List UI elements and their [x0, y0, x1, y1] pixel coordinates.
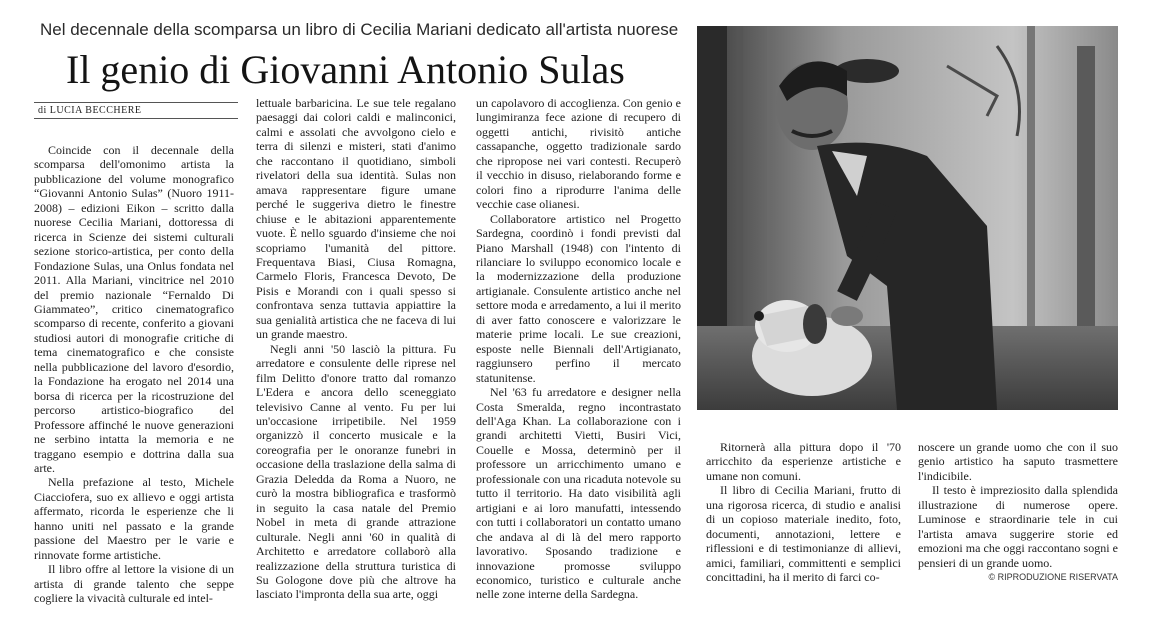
paragraph: Coincide con il decennale della scomparsa dell'omonimo artista la pubblicazione del volume monografico “Giovanni Antonio Sulas” (Nuoro 1911-2008) – edizioni Eikon – scritto dalla nuorese Cecilia Mariani, dottoressa di ricerca in Scienze dei sistemi culturali sezione storico-artistica, per conto della Fondazione Sulas, una Onlus fondata nel 2011. Alla Mariani, vincitrice nel 2010 del premio nazionale “Fernaldo Di Giammateo”, critico cinematografico scomparso di recente, conferito a giovani studiosi autori di monografie critiche di tema cinematografico e che consiste nella pubblicazione del lavoro d'esordio, la Fondazione ha erogato nel 2014 una borsa di ricerca per la ricostruzione del percorso artistico-biografico del Professore affinché le nuove generazioni ne serbino intatta la memoria e ne traggano esempio e dottrina dalla sua arte. — [34, 143, 234, 475]
article-byline: di LUCIA BECCHERE — [34, 102, 238, 119]
paragraph: Negli anni '50 lasciò la pittura. Fu arredatore e consulente delle riprese nel film Delitto d'onore tratto dal romanzo L'Edera e ancora dello sceneggiato televisivo Canne al vento. Fu per lui un'occasione irripetibile. Nel 1959 organizzò il concerto musicale e la coreografia per le onoranze funebri in occasione della traslazione della salma di Grazia Deledda da Roma a Nuoro, ne curò la mostra bibliografica e trasformò in seguito la casa natale del Premio Nobel in meta di grande attrazione culturale. Negli anni '60 in qualità di Architetto e arredatore collaborò alla realizzazione della struttura turistica di Su Gologone dove più che altrove ha lasciato l'impronta della sua arte, oggi — [256, 341, 456, 602]
paragraph: lettuale barbaricina. Le sue tele regalano paesaggi dai colori caldi e malinconici, calmi e assolati che avvolgono cielo e terra di silenzi e misteri, stati d'animo che raccontano il quotidiano, simboli rivelatori della sua identità. Sulas non amava rappresentare figure umane perché le suggeriva dietro le finestre chiuse e le abitazioni apparentemente vuote. È nello sguardo d'insieme che noi scopriamo l'umanità del pittore. Frequentava Biasi, Ciusa Romagna, Carmelo Floris, Francesca Devoto, De Pisis e Morandi con i quali spesso si confrontava senza tuttavia appiattire la sua genialità artistica che ne faceva di lui un grande maestro. — [256, 96, 456, 342]
text-column-3 — [476, 96, 681, 602]
paragraph: Ritornerà alla pittura dopo il '70 arricchito da esperienze artistiche e umane non comuni. — [706, 440, 901, 483]
paragraph: noscere un grande uomo che con il suo genio artistico ha saputo trasmettere l'indicibile. — [918, 440, 1118, 483]
article-headline: Il genio di Giovanni Antonio Sulas — [66, 47, 625, 92]
paragraph: Nel '63 fu arredatore e designer nella Costa Smeralda, regno incontrastato dell'Aga Khan. La collaborazione con i grandi architetti Vietti, Busiri Vici, Couelle e Mossa, determinò per il professore un arricchimento umano e professionale con una ricaduta notevole su tutto il territorio. Ha dato visibilità agli artigiani e ai loro manufatti, intessendo con tutti i collaboratori un contatto umano che andava al di là del mero rapporto lavorativo. Sposando tradizione e innovazione promosse sviluppo economico, turistico e culturale anche nelle zone interne della Sardegna. — [476, 385, 681, 602]
copyright-notice: © RIPRODUZIONE RISERVATA — [988, 572, 1118, 582]
paragraph: Il testo è impreziosito dalla splendida illustrazione di numerose opere. Luminose e straordinarie tele in cui l'artista amava suggerire storie ed emozioni ma che oggi raccontano sogni e pensieri di un grande uomo. — [918, 483, 1118, 570]
paragraph: un capolavoro di accoglienza. Con genio e lungimiranza fece azione di recupero di oggetti antichi, rivisitò antiche cassapanche, oggetto tradizionale sardo che ripropose nei vari contesti. Recuperò il vecchio in disuso, rielaborando forme e colori fino a riprodurre l'anima delle vecchie case olianesi. — [476, 96, 681, 212]
text-column-2 — [256, 96, 456, 602]
paragraph: Il libro di Cecilia Mariani, frutto di una rigorosa ricerca, di studio e analisi di un copioso materiale inedito, foto, documenti, annotazioni, lettere e riflessioni e di testimonianze di allievi, amici, familiari, committenti e semplici concittadini, ha il merito di farci co- — [706, 483, 901, 585]
paragraph: Collaboratore artistico nel Progetto Sardegna, coordinò i fondi previsti dal Piano Marshall (1948) con l'intento di rilanciare lo sviluppo economico locale e la modernizzazione della produzione artigianale. Consulente artistico anche nel settore moda e arredamento, a lui il merito di aver fatto conoscere e valorizzare le materie prime locali. Le sue creazioni, esposte nelle Biennali dell'Artigianato, raggiunsero perfino il mercato statunitense. — [476, 211, 681, 385]
text-column-5 — [918, 440, 1118, 590]
paragraph: Il libro offre al lettore la visione di un artista di grande talento che seppe cogliere la vivacità culturale ed intel- — [34, 562, 234, 606]
text-column-4 — [706, 440, 901, 590]
paragraph: Nella prefazione al testo, Michele Ciacciofera, suo ex allievo e oggi artista affermato, ricorda le esperienze che li hanno uniti nel passato e la grande passione del Maestro per le varie e rinnovate forme artistiche. — [34, 475, 234, 562]
text-column-1 — [34, 143, 234, 606]
article-photo — [697, 26, 1118, 410]
photograph-man-with-dog-icon — [697, 26, 1118, 410]
article-kicker: Nel decennale della scomparsa un libro di Cecilia Mariani dedicato all'artista nuorese — [40, 20, 679, 39]
